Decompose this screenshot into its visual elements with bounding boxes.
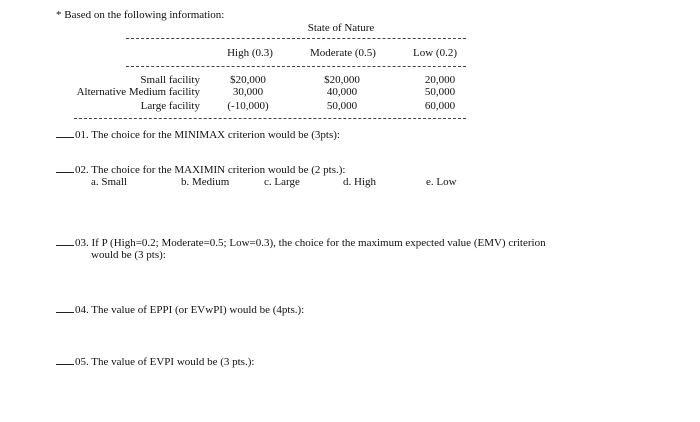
question-3-text: 03. If P (High=0.2; Moderate=0.5; Low=0.3), the choice for the maximum expected value (EMV) criterion [75,237,546,249]
table-rule-header [126,66,466,67]
column-header-moderate: Moderate (0.5) [310,47,376,59]
question-4-text: 04. The value of EPPI (or EVwPI) would be (4pts.): [75,304,305,316]
answer-blank-5[interactable] [56,355,74,365]
table-rule-bottom [74,118,466,119]
cell-large-low: 60,000 [424,100,456,112]
option-e: e. Low [426,176,457,188]
table-group-header: State of Nature [307,22,375,34]
column-header-high: High (0.3) [227,47,273,59]
question-5-text: 05. The value of EVPI would be (3 pts.): [75,356,255,368]
cell-medium-high: 30,000 [232,86,264,98]
column-header-low: Low (0.2) [413,47,457,59]
answer-blank-1[interactable] [56,128,74,138]
question-3 [56,236,546,249]
row-label-medium: Alternative Medium facility [76,86,200,98]
option-b: b. Medium [181,176,230,188]
cell-small-high: $20,000 [230,74,266,86]
intro-text: * Based on the following information: [56,9,225,21]
question-1 [56,128,340,141]
option-c: c. Large [264,176,300,188]
option-a: a. Small [91,176,128,188]
question-2 [56,163,345,176]
cell-large-high: (-10,000) [227,100,269,112]
option-d: d. High [343,176,376,188]
cell-medium-low: 50,000 [424,86,456,98]
cell-medium-moderate: 40,000 [326,86,358,98]
cell-small-moderate: $20,000 [324,74,360,86]
answer-blank-4[interactable] [56,303,74,313]
cell-large-moderate: 50,000 [326,100,358,112]
cell-small-low: 20,000 [424,74,456,86]
table-rule-top [126,38,466,39]
row-label-small: Small facility [140,74,200,86]
question-1-text: 01. The choice for the MINIMAX criterion would be (3pts): [75,129,340,141]
question-3-text-cont: would be (3 pts): [91,249,166,261]
question-2-text: 02. The choice for the MAXIMIN criterion would be (2 pts.): [75,164,346,176]
answer-blank-3[interactable] [56,236,74,246]
answer-blank-2[interactable] [56,163,74,173]
question-5 [56,355,254,368]
question-4 [56,303,304,316]
row-label-large: Large facility [140,100,200,112]
